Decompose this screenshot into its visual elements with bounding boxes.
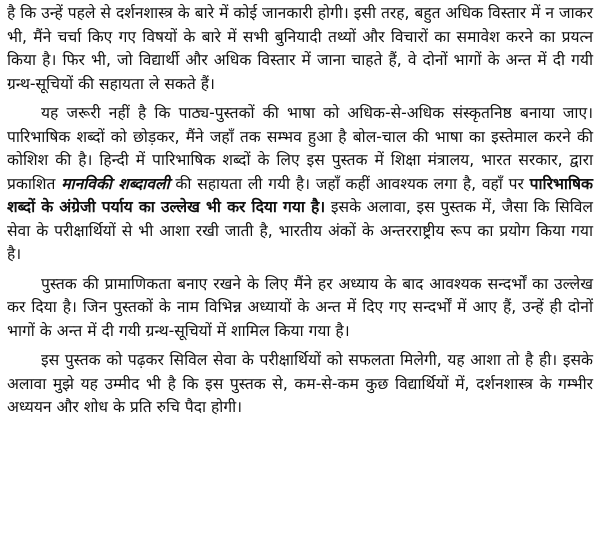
paragraph-3: पुस्तक की प्रामाणिकता बनाए रखने के लिए मैंने हर अध्याय के बाद आवश्यक सन्दर्भों का उल्लेख कर दिया है। जिन पुस्तकों के नाम विभिन्न अध्यायों के अन्त में दिए गए सन्दर्भों में आए हैं, उन्हें ही दोनों भागों के अन्त में दी गयी ग्रन्थ-सूचियों में शामिल किया गया है।	[7, 274, 593, 340]
emphasis-term-glossary: मानविकी शब्दावली	[61, 174, 170, 193]
paragraph-1: है कि उन्हें पहले से दर्शनशास्त्र के बारे में कोई जानकारी होगी। इसी तरह, बहुत अधिक विस्तार में न जाकर भी, मैंने चर्चा किए गए विषयों के बारे में सभी बुनियादी तथ्यों और विचारों का समावेश करने का प्रयत्न किया है। फिर भी, जो विद्यार्थी और अधिक विस्तार में जाना चाहते हैं, वे दोनों भागों के अन्त में दी गयी ग्रन्थ-सूचियों की सहायता ले सकते हैं।	[7, 4, 593, 93]
paragraph-4: इस पुस्तक को पढ़कर सिविल सेवा के परीक्षार्थियों को सफलता मिलेगी, यह आशा तो है ही। इसके अलावा मुझे यह उम्मीद भी है कि इस पुस्तक से, कम-से-कम कुछ विद्यार्थियों में, दर्शनशास्त्र के गम्भीर अध्ययन और शोध के प्रति रुचि पैदा होगी।	[7, 351, 593, 416]
paragraph-2-text-a: यह जरूरी नहीं है कि पाठ्य-पुस्तकों की भाषा को अधिक-से-अधिक संस्कृतनिष्ठ बनाया जाए। पारिभाषिक शब्दों को छोड़कर, मैंने जहाँ तक सम्भव हुआ है बोल-चाल की भाषा का इस्तेमाल करने की कोशिश की है। हिन्दी में पारिभाषिक शब्दों के लिए इस पुस्तक में शिक्षा मंत्रालय, भारत सरकार, द्वारा प्रकाशित	[7, 104, 593, 193]
paragraph-2-text-c: इसके अलावा, इस पुस्तक में, जैसा कि सिविल सेवा के परीक्षार्थियों से भी आशा रखी जाती है, भारतीय अंकों के अन्तरराष्ट्रीय रूप का प्रयोग किया गया है।	[7, 198, 593, 263]
emphasis-english-equivalents: पारिभाषिक शब्दों के अंग्रेजी पर्याय का उल्लेख भी कर दिया गया है।	[7, 174, 593, 216]
paragraph-2	[7, 102, 593, 267]
paragraph-2-text-b: की सहायता ली गयी है। जहाँ कहीं आवश्यक लगा है, वहाँ पर	[169, 174, 530, 193]
